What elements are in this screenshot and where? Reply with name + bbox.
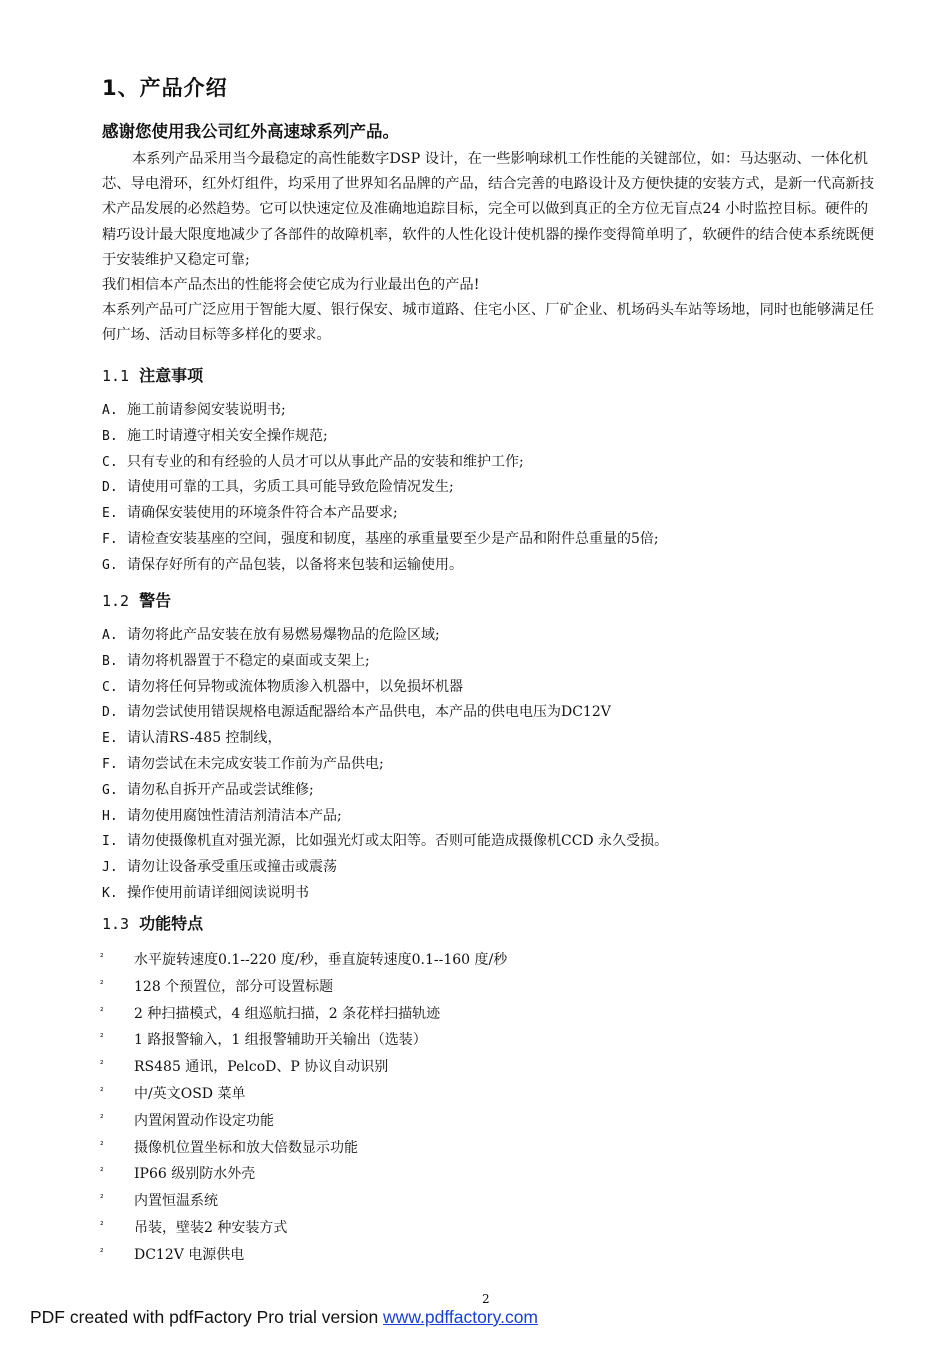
list-item <box>100 1134 880 1161</box>
list-item <box>102 475 882 501</box>
list-item <box>102 804 882 830</box>
item-marker: F. <box>102 531 118 547</box>
bullet-icon: ² <box>100 979 104 990</box>
item-marker: D. <box>102 705 118 721</box>
item-text: 请保存好所有的产品包装，以备将来包装和运输使用。 <box>127 556 463 573</box>
item-marker: K. <box>102 885 118 901</box>
list-item <box>100 1241 880 1268</box>
list-item <box>100 946 880 973</box>
item-text: RS485 通讯，PelcoD、P 协议自动识别 <box>134 1059 389 1076</box>
item-text: 中/英文OSD 菜单 <box>134 1085 246 1102</box>
list-item <box>102 398 882 424</box>
item-text: 请认清RS-485 控制线， <box>127 730 282 747</box>
thanks-heading: 感谢您使用我公司红外高速球系列产品。 <box>102 122 399 141</box>
item-text: 请勿使用腐蚀性清洁剂清洁本产品; <box>127 807 342 824</box>
bullet-icon: ² <box>100 1194 104 1205</box>
footer-text: PDF created with pdfFactory Pro trial version <box>30 1307 384 1327</box>
item-text: 请勿将任何异物或流体物质渗入机器中，以免损坏机器 <box>127 678 463 695</box>
item-text: 请勿将机器置于不稳定的桌面或支架上; <box>127 652 370 669</box>
list-item <box>100 1214 880 1241</box>
bullet-icon: ² <box>100 1220 104 1231</box>
section-title-features <box>102 911 203 934</box>
bullet-icon: ² <box>100 1060 104 1071</box>
item-text: 只有专业的和有经验的人员才可以从事此产品的安装和维护工作; <box>127 453 524 470</box>
list-item <box>102 450 882 476</box>
intro-paragraph-3: 本系列产品可广泛应用于智能大厦、银行保安、城市道路、住宅小区、厂矿企业、机场码头车站等场地，同时也能够满足任何广场、活动目标等多样化的要求。 <box>102 302 875 344</box>
pdf-footer <box>30 1307 538 1328</box>
bullet-icon: ² <box>100 1086 104 1097</box>
item-text: DC12V 电源供电 <box>134 1246 245 1263</box>
item-text: 请勿使摄像机直对强光源，比如强光灯或太阳等。否则可能造成摄像机CCD 永久受损。 <box>127 833 669 850</box>
item-marker: I. <box>102 834 118 850</box>
item-marker: H. <box>102 808 118 824</box>
item-text: 请勿尝试使用错误规格电源适配器给本产品供电，本产品的供电电压为DC12V <box>127 704 611 721</box>
bullet-icon: ² <box>100 1140 104 1151</box>
list-item <box>102 553 882 579</box>
bullet-icon: ² <box>100 1167 104 1178</box>
item-text: 请使用可靠的工具，劣质工具可能导致危险情况发生; <box>127 479 454 496</box>
intro-text <box>102 147 878 349</box>
item-marker: E. <box>102 731 118 747</box>
section-number: 1.2 <box>102 592 130 610</box>
list-item <box>102 726 882 752</box>
item-marker: B. <box>102 428 118 444</box>
list-item <box>102 501 882 527</box>
item-marker: A. <box>102 403 118 418</box>
features-list <box>100 946 880 1268</box>
item-marker: J. <box>102 860 118 876</box>
item-text: 施工前请参阅安装说明书; <box>127 402 286 418</box>
item-marker: D. <box>102 480 118 496</box>
list-item <box>100 1026 880 1053</box>
list-item <box>102 855 882 881</box>
bullet-icon: ² <box>100 953 104 963</box>
list-item <box>102 752 882 778</box>
intro-paragraph-1: 本系列产品采用当今最稳定的高性能数字DSP 设计，在一些影响球机工作性能的关键部位，如：马达驱动、一体化机芯、导电滑环，红外灯组件，均采用了世界知名品牌的产品，结合完善的电路设计及方便快捷的安装方式，是新一代高新技术产品发展的必然趋势。它可以快速定位及准确地追踪目标，完全可以做到真正的全方位无盲点24 小时监控目标。硬件的精巧设计最大限度地减少了各部件的故障机率，软件的人性化设计使机器的操作变得简单明了，软硬件的结合使本系统既便于安装维护又稳定可靠; <box>102 151 875 268</box>
section-title-warnings <box>102 588 171 611</box>
item-text: 请确保安装使用的环境条件符合本产品要求; <box>127 505 398 522</box>
item-text: 128 个预置位，部分可设置标题 <box>134 978 334 995</box>
bullet-icon: ² <box>100 1113 104 1124</box>
bullet-icon: ² <box>100 1033 104 1044</box>
list-item <box>102 700 882 726</box>
list-item <box>100 1080 880 1107</box>
list-item <box>102 881 882 907</box>
item-marker: F. <box>102 756 118 772</box>
section-title-precautions <box>102 363 203 386</box>
list-item <box>100 1187 880 1214</box>
item-marker: C. <box>102 679 118 695</box>
item-text: 内置闲置动作设定功能 <box>134 1112 274 1129</box>
list-item <box>100 1160 880 1187</box>
section-title-text: 注意事项 <box>139 366 204 385</box>
intro-paragraph-2: 我们相信本产品杰出的性能将会使它成为行业最出色的产品! <box>102 277 480 294</box>
item-text: 操作使用前请详细阅读说明书 <box>127 884 309 901</box>
item-text: 吊装，壁装2 种安装方式 <box>134 1219 288 1236</box>
section-title-text: 警告 <box>139 591 172 610</box>
item-text: 2 种扫描模式，4 组巡航扫描，2 条花样扫描轨迹 <box>134 1005 441 1022</box>
list-item <box>100 973 880 1000</box>
section-title-text: 功能特点 <box>139 914 204 933</box>
precautions-list <box>102 398 882 579</box>
page-heading: 1、产品介绍 <box>102 76 228 100</box>
list-item <box>102 623 882 649</box>
list-item <box>102 649 882 675</box>
warnings-list <box>102 623 882 907</box>
section-number: 1.3 <box>102 915 130 933</box>
item-text: 请勿私自拆开产品或尝试维修; <box>127 781 314 798</box>
section-number: 1.1 <box>102 367 130 385</box>
list-item <box>100 1053 880 1080</box>
item-text: 水平旋转速度0.1--220 度/秒，垂直旋转速度0.1--160 度/秒 <box>134 952 508 968</box>
item-text: 1 路报警输入，1 组报警辅助开关输出（选装） <box>134 1032 427 1049</box>
item-marker: C. <box>102 454 118 470</box>
list-item <box>102 527 882 553</box>
item-text: 请检查安装基座的空间，强度和韧度，基座的承重量要至少是产品和附件总重量的5倍; <box>127 530 659 547</box>
item-marker: A. <box>102 628 118 643</box>
item-text: IP66 级别防水外壳 <box>134 1166 256 1183</box>
item-marker: G. <box>102 782 118 798</box>
item-text: 施工时请遵守相关安全操作规范; <box>127 427 328 444</box>
list-item <box>100 1000 880 1027</box>
item-marker: G. <box>102 557 118 573</box>
item-text: 请勿让设备承受重压或撞击或震荡 <box>127 859 337 876</box>
list-item <box>102 829 882 855</box>
list-item <box>102 778 882 804</box>
bullet-icon: ² <box>100 1247 104 1258</box>
item-text: 摄像机位置坐标和放大倍数显示功能 <box>134 1139 358 1156</box>
item-marker: B. <box>102 653 118 669</box>
item-text: 内置恒温系统 <box>134 1193 218 1210</box>
list-item <box>100 1107 880 1134</box>
footer-link[interactable]: www.pdffactory.com <box>383 1307 539 1327</box>
item-text: 请勿尝试在未完成安装工作前为产品供电; <box>127 755 384 772</box>
bullet-icon: ² <box>100 1006 104 1017</box>
page-number: 2 <box>482 1292 490 1306</box>
item-text: 请勿将此产品安装在放有易燃易爆物品的危险区域; <box>127 627 440 643</box>
list-item <box>102 675 882 701</box>
list-item <box>102 424 882 450</box>
item-marker: E. <box>102 506 118 522</box>
